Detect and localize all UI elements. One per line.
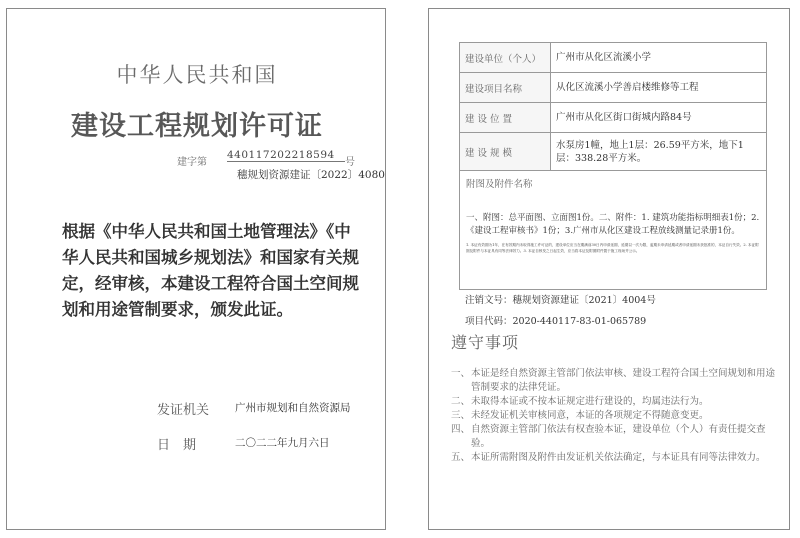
project-code: 项目代码：2020-440117-83-01-065789 [465,316,647,327]
attachments-box [459,170,767,290]
attachments-label: 附图及附件名称 [466,179,533,190]
permit-suffix: 号 [345,157,355,168]
list-item [451,367,779,395]
list-item [451,409,779,423]
row-value: 广州市从化区街口街城内路84号 [551,103,767,133]
notice-list [451,367,779,465]
attachments-text: 一、附图：总平面图、立面图1份。二、附件：1. 建筑功能指标明细表1份；2.《建设工程审核书》1份；3.广州市从化区建设工程放线测量记录册1份。 [466,213,760,236]
notice-text: 未经发证机关审核同意，本证的各项规定不得随意变更。 [471,410,709,421]
notice-text: 本证所需附图及附件由发证机关依法确定，与本证具有同等法律效力。 [471,452,766,463]
filing-number: 注销文号：穗规划资源建证〔2021〕4004号 [465,295,656,306]
row-label: 建 设 规 模 [460,133,551,171]
row-label: 建设项目名称 [460,73,551,103]
notice-number: 三、 [451,410,471,421]
fine-print: 1. 本证有效期为1年，在有效期内未取得施工许可证的，建设单位应当在期满前30日内申请延期，延期以一次为限，逾期未申请延期或者申请延期未获批准的，本证自行失效。2. 本证附图及附件与本证具有同等法律效力。3. 本证自核发之日起生效，应当将本证及附图附件置于施工现场并公示。 [466,243,759,253]
notice-text: 未取得本证或不按本证规定进行建设的，均属违法行为。 [471,396,709,407]
row-label: 建设单位（个人） [460,43,551,73]
row-value: 广州市从化区流溪小学 [551,43,767,73]
issuer-row [157,399,351,418]
permit-title: 建设工程规划许可证 [71,111,323,142]
permit-number: 440117202218594 [227,149,345,162]
row-value: 从化区流溪小学善启楼维修等工程 [551,73,767,103]
notice-text: 自然资源主管部门依法有权查验本证，建设单位（个人）有责任提交查验。 [471,424,766,449]
list-item [451,451,779,465]
document-reference: 穗规划资源建证〔2022〕4080 [237,169,385,181]
permit-back-page [428,8,790,530]
notice-title: 遵守事项 [451,333,520,352]
permit-front-page [6,8,386,530]
issuer-label: 发证机关 [157,403,210,418]
date-value: 二〇二二年九月六日 [235,437,330,449]
table-row [460,133,767,171]
notice-number: 五、 [451,452,471,463]
permit-body-text: 根据《中华人民共和国土地管理法》《中华人民共和国城乡规划法》和国家有关规定，经审核，本建设工程符合国土空间规划和用途管制要求，颁发此证。 [62,222,359,319]
row-label: 建 设 位 置 [460,103,551,133]
date-row [157,434,330,453]
notice-number: 一、 [451,368,471,379]
issuer-value: 广州市规划和自然资源局 [235,402,351,414]
notice-text: 本证是经自然资源主管部门依法审核、建设工程符合国土空间规划和用途管制要求的法律凭证。 [471,368,776,393]
permit-prefix: 建字第 [177,157,207,168]
list-item [451,395,779,409]
notice-number: 四、 [451,424,471,435]
country-name: 中华人民共和国 [116,63,278,87]
table-row [460,73,767,103]
date-label: 日 期 [157,438,197,453]
notice-number: 二、 [451,396,471,407]
project-info-table [459,42,767,171]
list-item [451,423,779,451]
row-value: 水泵房1幢，地上1层：26.59平方米，地下1层：338.28平方米。 [551,133,767,171]
table-row [460,103,767,133]
table-row [460,43,767,73]
